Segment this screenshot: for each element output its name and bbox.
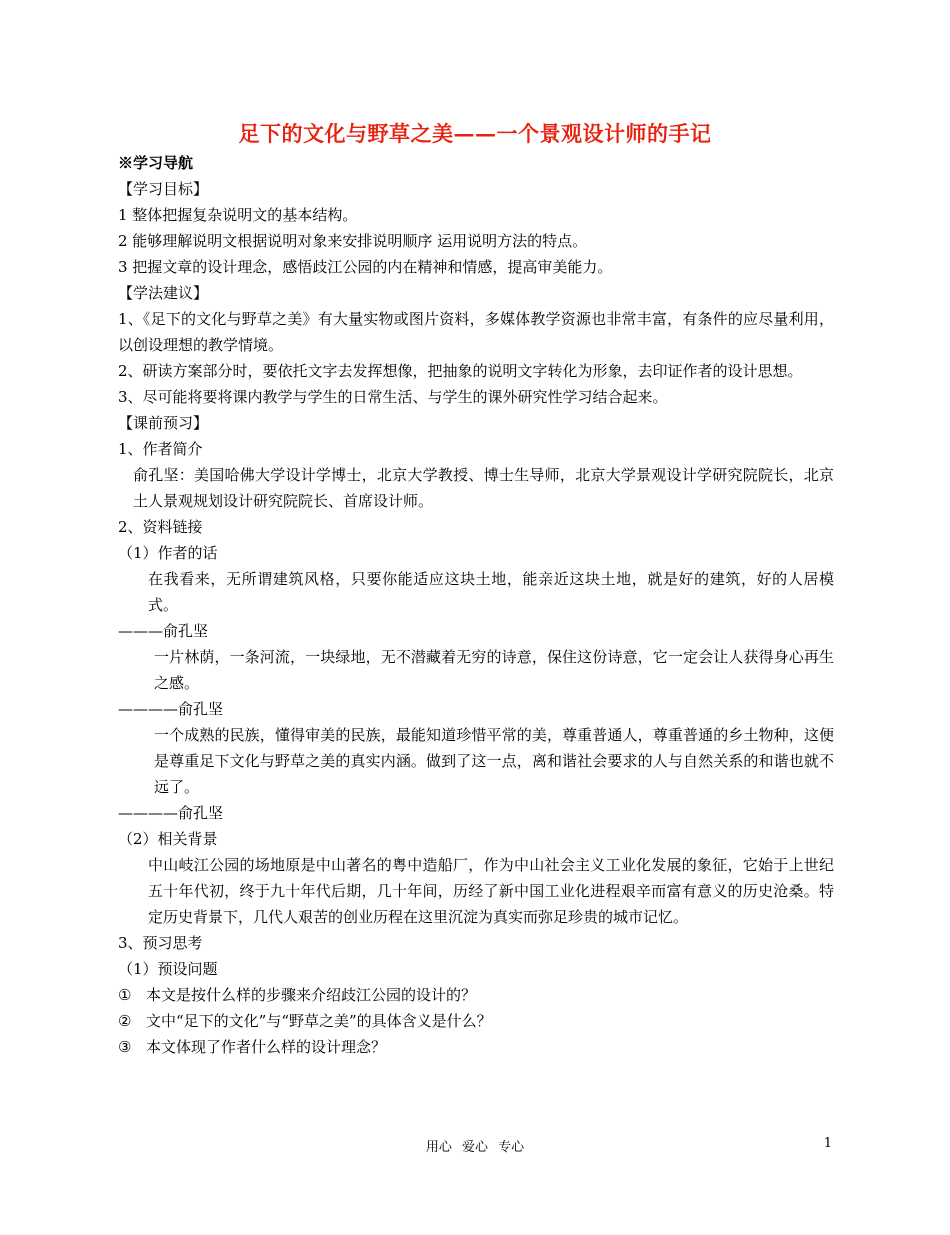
footer-motto: 用心 爱心 专心 [425,1140,525,1155]
goals-heading: 【学习目标】 [118,180,209,198]
question-number: ③ [118,1038,132,1056]
document-body [118,150,834,1060]
page-number: 1 [823,1136,832,1151]
background-text: 中山岐江公园的场地原是中山著名的粤中造船厂，作为中山社会主义工业化发展的象征，它始于上世纪五十年代初，终于九十年代后期，几十年间，历经了新中国工业化进程艰辛而富有意义的历史沧桑。特定历史背景下，几代人艰苦的创业历程在这里沉淀为真实而弥足珍贵的城市记忆。 [148,856,834,926]
guide-heading: ※学习导航 [118,154,194,172]
question-item [118,1034,834,1060]
author-quote: 一个成熟的民族，懂得审美的民族，最能知道珍惜平常的美，尊重普通人，尊重普通的乡土物种，这便是尊重足下文化与野草之美的真实内涵。做到了这一点，离和谐社会要求的人与自然关系的和谐也就不远了。 [154,726,834,796]
author-quote: 在我看来，无所谓建筑风格，只要你能适应这块土地，能亲近这块土地，就是好的建筑，好的人居模式。 [148,570,834,614]
advice-heading: 【学法建议】 [118,284,209,302]
questions-title: （1）预设问题 [118,960,218,978]
quote-signature: ————俞孔坚 [118,700,224,718]
question-text: 文中“足下的文化”与“野草之美”的具体含义是什么？ [146,1012,492,1030]
author-title: 1、作者简介 [118,440,203,458]
think-title: 3、预习思考 [118,934,203,952]
question-text: 本文是按什么样的步骤来介绍歧江公园的设计的？ [146,986,477,1004]
preview-heading: 【课前预习】 [118,414,209,432]
question-text: 本文体现了作者什么样的设计理念？ [146,1038,387,1056]
goal-item: 3 把握文章的设计理念，感悟歧江公园的内在精神和情感，提高审美能力。 [118,258,613,276]
author-quote: 一片林荫，一条河流，一块绿地，无不潜藏着无穷的诗意，保住这份诗意，它一定会让人获得身心再生之感。 [154,648,834,692]
background-title: （2）相关背景 [118,830,218,848]
advice-item: 3、尽可能将要将课内教学与学生的日常生活、与学生的课外研究性学习结合起来。 [118,388,668,406]
quote-signature: ————俞孔坚 [118,804,224,822]
author-text: 俞孔坚：美国哈佛大学设计学博士，北京大学教授、博士生导师，北京大学景观设计学研究院院长，北京土人景观规划设计研究院院长、首席设计师。 [133,466,834,510]
question-number: ② [118,1012,132,1030]
document-title: 足下的文化与野草之美——一个景观设计师的手记 [238,121,712,146]
question-item [118,982,834,1008]
quote-signature: ———俞孔坚 [118,622,209,640]
goal-item: 1 整体把握复杂说明文的基本结构。 [118,206,358,224]
links-title: 2、资料链接 [118,518,203,536]
question-number: ① [118,986,132,1004]
goal-item: 2 能够理解说明文根据说明对象来安排说明顺序 运用说明方法的特点。 [118,232,588,250]
words-title: （1）作者的话 [118,544,218,562]
question-item [118,1008,834,1034]
advice-item: 2、研读方案部分时，要依托文字去发挥想像，把抽象的说明文字转化为形象，去印证作者的设计思想。 [118,362,803,380]
advice-item: 1、《足下的文化与野草之美》有大量实物或图片资料，多媒体教学资源也非常丰富，有条件的应尽量利用，以创设理想的教学情境。 [118,310,834,354]
